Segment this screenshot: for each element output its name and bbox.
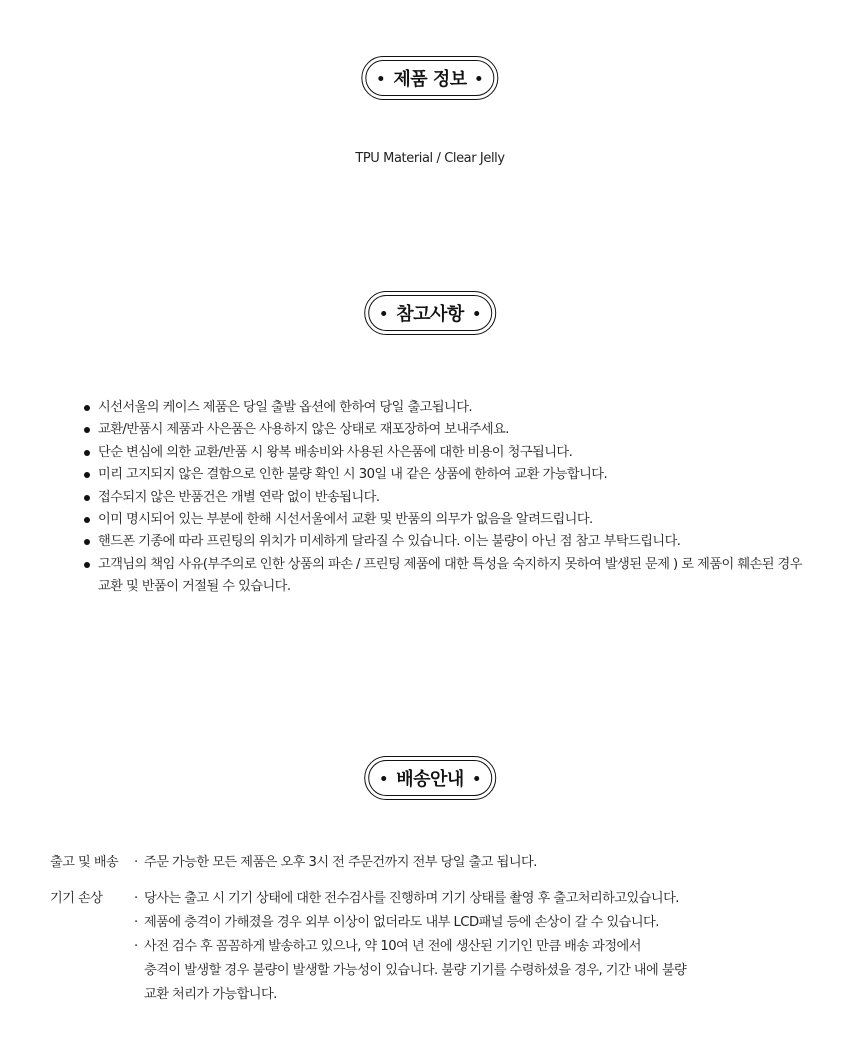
- note-item: 교환/반품시 제품과 사은품은 사용하지 않은 상태로 재포장하여 보내주세요.: [84, 419, 814, 441]
- bullet-dot-icon: [381, 776, 386, 781]
- note-item: 고객님의 책임 사유(부주의로 인한 상품의 파손 / 프린팅 제품에 대한 특성을 숙지하지 못하여 발생된 문제 ) 로 제품이 훼손된 경우 교환 및 반품이 거절될 수 있습니다.: [84, 554, 814, 599]
- note-item: 이미 명시되어 있는 부분에 한해 시선서울에서 교환 및 반품의 의무가 없음을 알려드립니다.: [84, 509, 814, 531]
- bullet-dot-icon: [474, 311, 479, 316]
- release-row: [50, 851, 830, 875]
- notes-list: [84, 397, 814, 599]
- bullet-dot-icon: [477, 76, 482, 81]
- damage-line: 충격이 발생할 경우 불량이 발생할 가능성이 있습니다. 불량 기기를 수령하셨을 경우, 기간 내에 불량: [144, 963, 687, 978]
- product-info-heading: [361, 56, 498, 100]
- bullet-dot-icon: [381, 311, 386, 316]
- damage-line: 교환 처리가 가능합니다.: [144, 987, 277, 1002]
- notes-title: 참고사항: [396, 304, 464, 325]
- shipping-heading: [364, 756, 496, 800]
- release-label: 출고 및 배송: [50, 855, 119, 870]
- note-item: 핸드폰 기종에 따라 프린팅의 위치가 미세하게 달라질 수 있습니다. 이는 불량이 아닌 점 참고 부탁드립니다.: [84, 531, 814, 553]
- product-material-text: TPU Material / Clear Jelly: [355, 151, 505, 166]
- shipping-info: [50, 851, 830, 1007]
- note-item: 단순 변심에 의한 교환/반품 시 왕복 배송비와 사용된 사은품에 대한 비용이 청구됩니다.: [84, 442, 814, 464]
- note-item: 시선서울의 케이스 제품은 당일 출발 옵션에 한하여 당일 출고됩니다.: [84, 397, 814, 419]
- bullet-dot-icon: [378, 76, 383, 81]
- damage-line: · 사전 검수 후 꼼꼼하게 발송하고 있으나, 약 10여 년 전에 생산된 기기인 만큼 배송 과정에서: [134, 935, 830, 959]
- release-text: · 주문 가능한 모든 제품은 오후 3시 전 주문건까지 전부 당일 출고 됩니다.: [134, 851, 830, 875]
- damage-line: · 제품에 충격이 가해졌을 경우 외부 이상이 없더라도 내부 LCD패널 등에 손상이 갈 수 있습니다.: [134, 911, 830, 935]
- product-info-title: 제품 정보: [393, 69, 467, 90]
- bullet-dot-icon: [474, 776, 479, 781]
- damage-line: · 당사는 출고 시 기기 상태에 대한 전수검사를 진행하며 기기 상태를 촬영 후 출고처리하고있습니다.: [134, 887, 830, 911]
- shipping-title: 배송안내: [396, 769, 464, 790]
- damage-label: 기기 손상: [50, 891, 103, 906]
- note-item: 미리 고지되지 않은 결함으로 인한 불량 확인 시 30일 내 같은 상품에 한하여 교환 가능합니다.: [84, 464, 814, 486]
- damage-row: [50, 887, 830, 1007]
- note-item: 접수되지 않은 반품건은 개별 연락 없이 반송됩니다.: [84, 487, 814, 509]
- notes-heading: [364, 291, 496, 335]
